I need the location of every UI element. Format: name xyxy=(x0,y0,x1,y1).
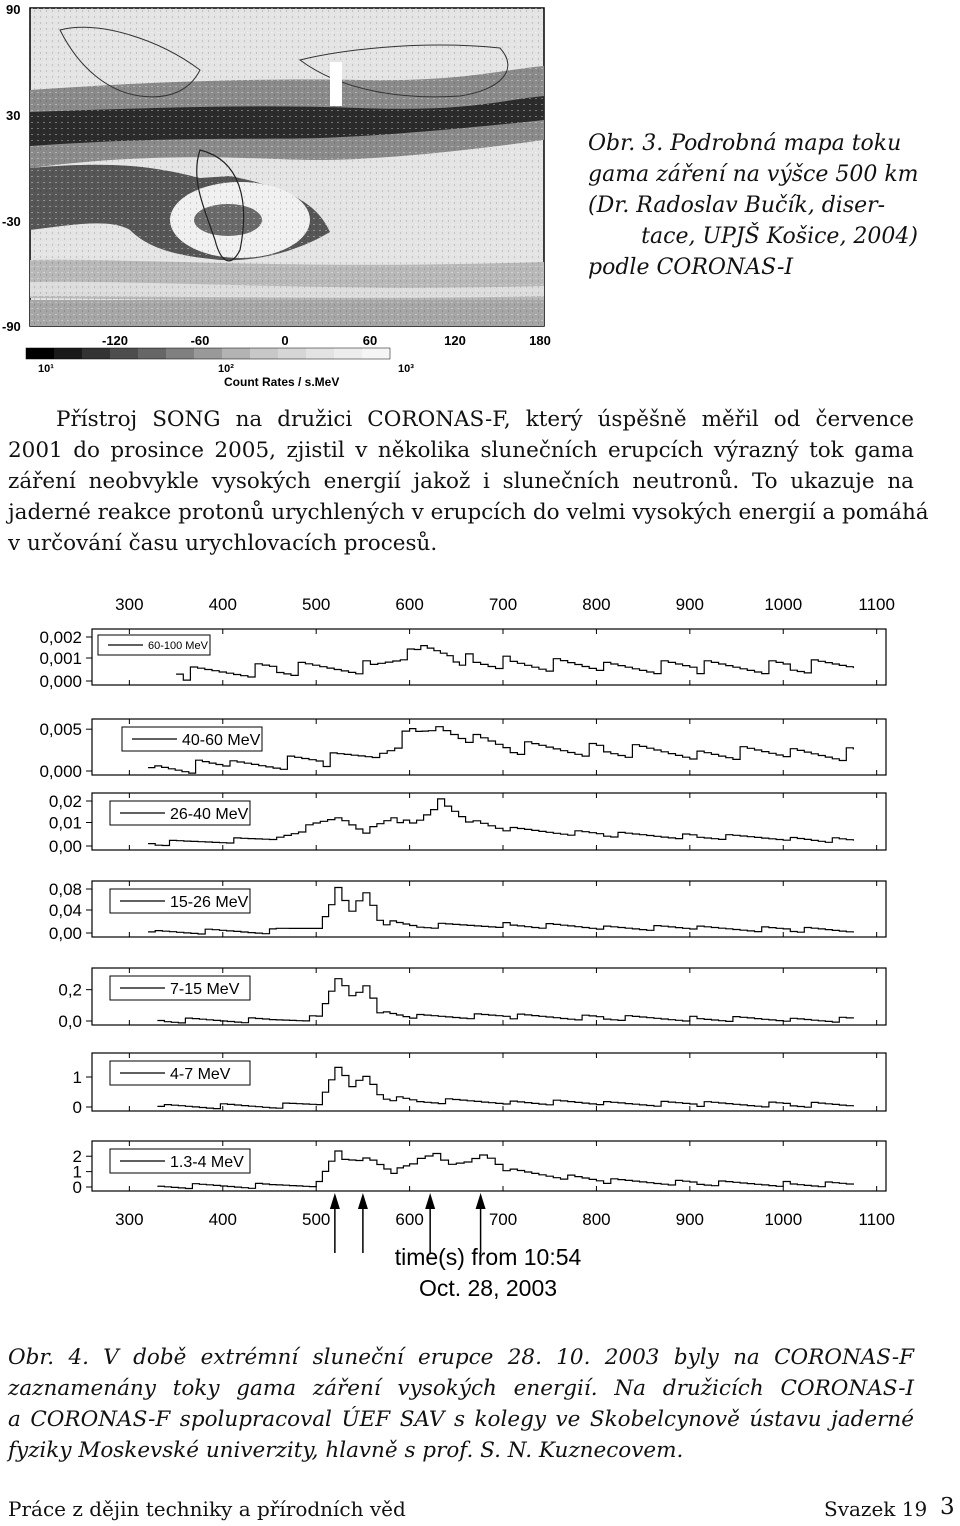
x-tick-label-top: 1000 xyxy=(764,595,803,614)
legend-label: 15-26 MeV xyxy=(170,894,249,911)
caption-line: (Dr. Radoslav Bučík, diser- xyxy=(588,193,886,218)
y-tick-label: 0,002 xyxy=(39,628,82,647)
paragraph-line: Přístroj SONG na družici CORONAS-F, který úspěšně měřil od července xyxy=(56,407,914,432)
x-tick-label-top: 400 xyxy=(208,595,237,614)
map-x-tick: 120 xyxy=(444,333,466,348)
y-tick-label: 0,2 xyxy=(58,980,82,1000)
legend-label: 1.3-4 MeV xyxy=(170,1154,244,1171)
legend-label: 26-40 MeV xyxy=(170,806,249,823)
x-tick-label-bottom: 300 xyxy=(115,1210,144,1229)
x-tick-label-top: 900 xyxy=(675,595,705,614)
y-tick-label: 0,000 xyxy=(39,762,82,781)
radiation-bands xyxy=(30,8,544,326)
caption-line: tace, UPJŠ Košice, 2004) xyxy=(641,224,918,249)
y-tick-label: 0 xyxy=(72,1098,82,1117)
event-arrow-head xyxy=(425,1193,435,1209)
x-tick-label-bottom: 1000 xyxy=(764,1210,803,1229)
y-tick-label: 0,001 xyxy=(39,649,82,668)
event-arrow-head xyxy=(476,1193,486,1209)
series-line xyxy=(148,888,853,935)
series-line xyxy=(157,979,853,1023)
paragraph-line: 2001 do prosince 2005, zjistil v několika slunečních erupcích výrazný tok gama xyxy=(8,438,914,463)
y-tick-label: 0,0 xyxy=(58,1012,82,1031)
y-tick-label: 1 xyxy=(72,1162,82,1182)
x-tick-label-bottom: 800 xyxy=(582,1210,611,1229)
x-tick-label-bottom: 700 xyxy=(488,1210,518,1229)
caption-line: fyziky Moskevské univerzity, hlavně s prof. S. N. Kuznecovem. xyxy=(8,1438,684,1463)
legend-label: 4-7 MeV xyxy=(170,1066,231,1083)
y-tick-label: 0,005 xyxy=(39,720,82,740)
map-colorbar xyxy=(26,348,414,389)
x-tick-label-top: 700 xyxy=(488,595,518,614)
x-tick-label-bottom: 500 xyxy=(302,1210,331,1229)
colorbar-label: Count Rates / s.MeV xyxy=(224,375,340,389)
paragraph-line: záření neobvykle vysokých energií jakož i slunečních neutronů. To ukazuje na xyxy=(8,469,914,494)
y-tick-label: 0,00 xyxy=(48,924,82,943)
y-tick-label: 0,04 xyxy=(48,901,82,920)
gamma-flux-map-figure xyxy=(0,0,560,392)
y-tick-label: 0,02 xyxy=(48,792,82,811)
x-tick-label-top: 600 xyxy=(395,595,424,614)
y-tick-label: 0,08 xyxy=(48,880,82,899)
x-tick-label-top: 800 xyxy=(582,595,611,614)
map-x-tick: -60 xyxy=(190,333,210,348)
series-line xyxy=(157,1067,853,1108)
y-tick-label: 0,01 xyxy=(48,813,82,833)
map-y-tick: -30 xyxy=(2,214,21,229)
gamma-time-profiles-chart xyxy=(0,585,960,1315)
x-tick-label-bottom: 600 xyxy=(395,1210,424,1229)
x-tick-label-top: 1100 xyxy=(858,595,895,614)
figure-3-caption xyxy=(588,128,918,283)
x-tick-label-bottom: 900 xyxy=(675,1210,705,1229)
y-tick-label: 0,000 xyxy=(39,672,82,691)
map-x-ticks xyxy=(102,333,551,348)
paragraph-line: v určování času urychlovacích procesů. xyxy=(8,531,438,556)
y-tick-label: 0,00 xyxy=(48,837,82,856)
figure-4-caption xyxy=(8,1342,914,1466)
y-tick-label: 0 xyxy=(72,1178,82,1197)
map-x-tick: 60 xyxy=(362,333,378,348)
series-line xyxy=(157,1151,853,1189)
page-number: 3 xyxy=(940,1494,955,1520)
colorbar-tick: 10³ xyxy=(398,363,414,375)
y-tick-label: 2 xyxy=(72,1147,82,1167)
x-tick-label-bottom: 400 xyxy=(208,1210,237,1229)
panel-frame xyxy=(92,629,886,685)
map-x-tick: -120 xyxy=(101,333,129,348)
legend-label: 60-100 MeV xyxy=(148,640,208,652)
caption-line: Obr. 4. V době extrémní sluneční erupce 28. 10. 2003 byly na CORONAS-F xyxy=(8,1345,914,1370)
y-tick-label: 1 xyxy=(72,1068,82,1087)
caption-line: a CORONAS-F spolupracoval ÚEF SAV s kolegy ve Skobelcynově ústavu jaderné xyxy=(8,1407,914,1432)
map-x-tick: 0 xyxy=(281,333,289,348)
map-y-tick: 90 xyxy=(6,2,21,17)
body-paragraph xyxy=(8,404,929,559)
caption-line: gama záření na výšce 500 km xyxy=(588,162,919,187)
legend-label: 40-60 MeV xyxy=(182,732,261,749)
colorbar-tick: 10² xyxy=(218,363,234,375)
caption-line: zaznamenány toky gama záření vysokých energií. Na družicích CORONAS-I xyxy=(8,1376,914,1401)
caption-line: podle CORONAS-I xyxy=(588,255,794,280)
map-y-ticks xyxy=(2,2,21,334)
x-tick-label-top: 300 xyxy=(115,595,144,614)
event-arrow-head xyxy=(358,1193,368,1209)
map-x-tick: 180 xyxy=(529,333,551,348)
event-arrow-head xyxy=(330,1193,340,1209)
caption-line: Obr. 3. Podrobná mapa toku xyxy=(588,131,902,156)
journal-title: Práce z dějin techniky a přírodních věd xyxy=(8,1497,406,1521)
x-tick-label-bottom: 1100 xyxy=(858,1210,895,1229)
x-tick-label-top: 500 xyxy=(302,595,331,614)
x-axis-label-date: Oct. 28, 2003 xyxy=(418,1275,558,1301)
series-line xyxy=(176,646,853,681)
legend-label: 7-15 MeV xyxy=(170,981,240,998)
map-y-tick: 30 xyxy=(6,108,21,123)
x-axis-label: time(s) from 10:54 xyxy=(394,1244,582,1270)
colorbar-tick: 10¹ xyxy=(38,363,54,375)
paragraph-line: jaderné reakce protonů urychlených v erupcích do velmi vysokých energií a pomáhá xyxy=(8,500,929,525)
series-line xyxy=(148,799,853,846)
map-y-tick: -90 xyxy=(2,319,21,334)
volume-number: Svazek 19 xyxy=(824,1497,928,1521)
